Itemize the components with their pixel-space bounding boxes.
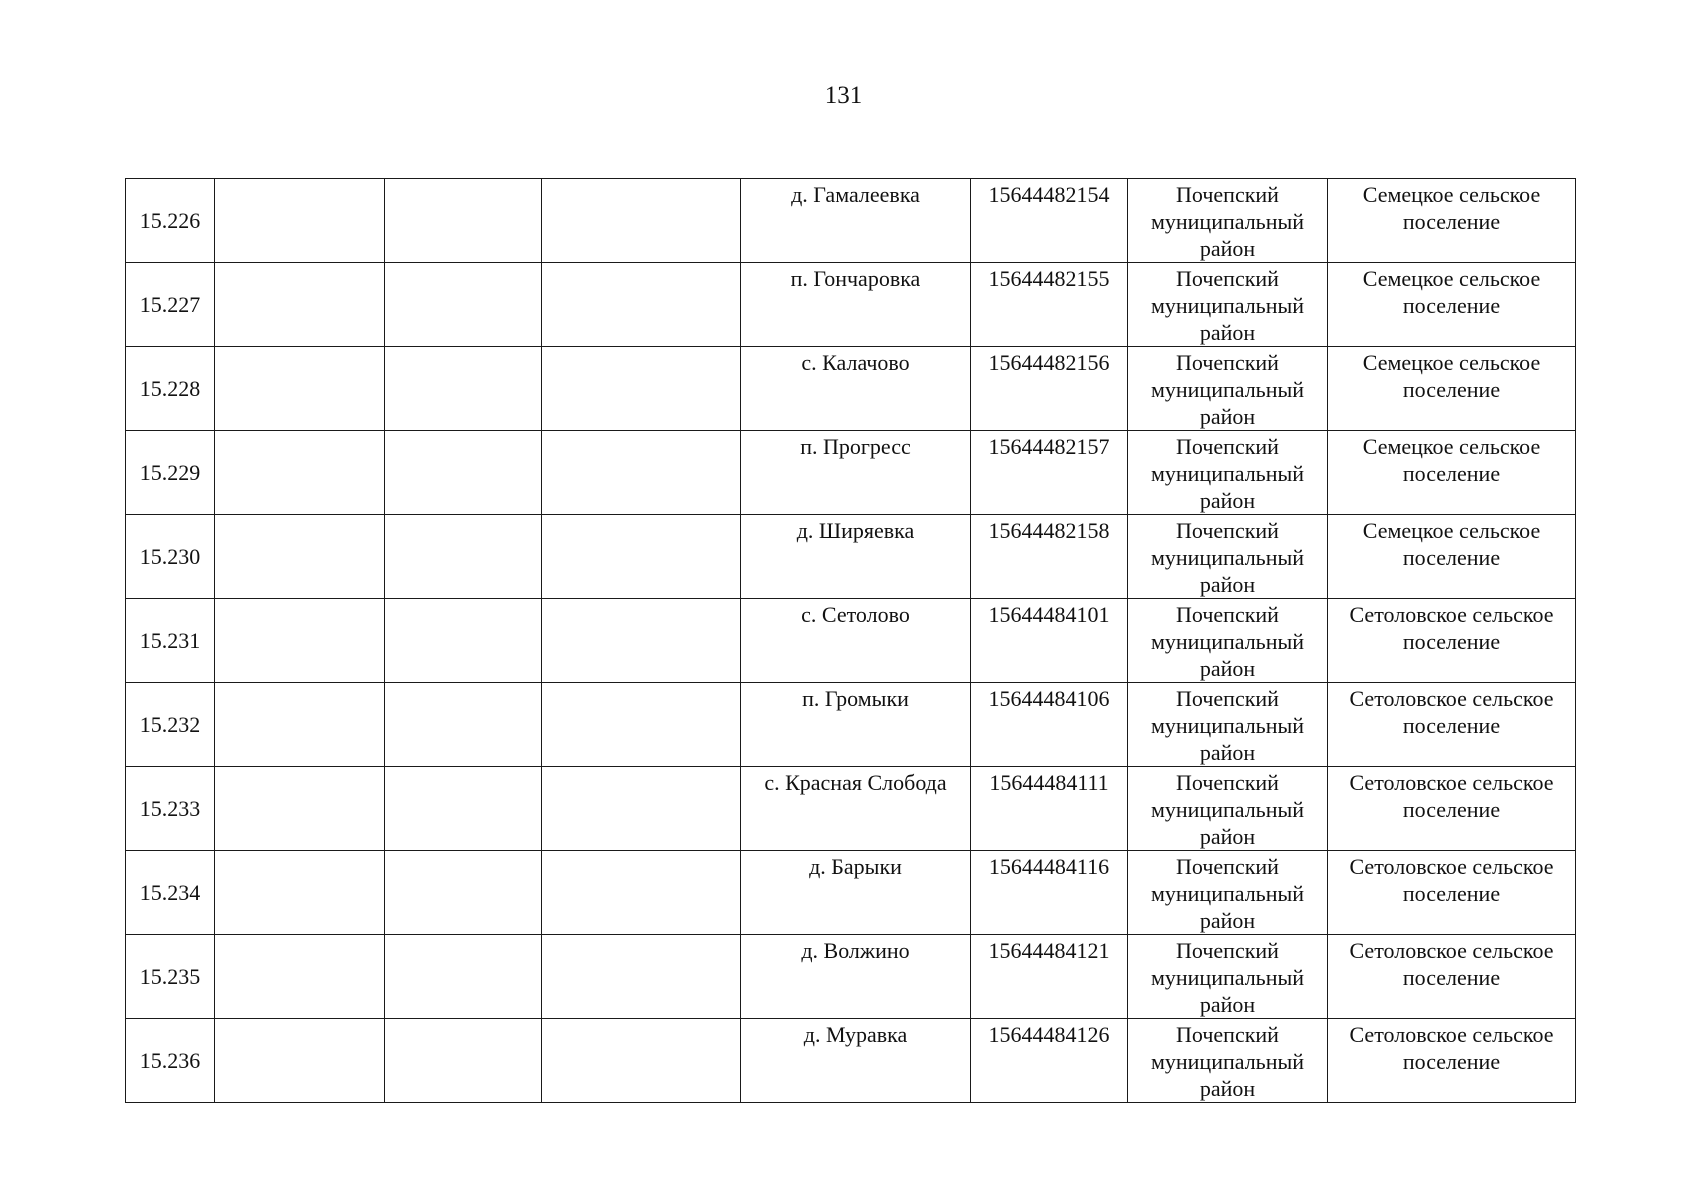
- row-number-cell: [126, 179, 215, 263]
- empty-cell: [385, 851, 542, 935]
- settlement-name: п. Прогресс: [800, 434, 911, 459]
- row-number-cell: [126, 599, 215, 683]
- district-cell: [1128, 1019, 1328, 1103]
- settlement-cell: [741, 179, 971, 263]
- settlements-table: [125, 178, 1576, 1103]
- table-row: [126, 431, 1576, 515]
- oktmo-code-cell: [971, 851, 1128, 935]
- oktmo-code: 15644484106: [988, 686, 1110, 711]
- table-row: [126, 935, 1576, 1019]
- settlement-cell: [741, 347, 971, 431]
- empty-cell: [542, 179, 741, 263]
- row-number: 15.227: [139, 292, 201, 317]
- settlement-name: с. Сетолово: [801, 602, 910, 627]
- empty-cell: [385, 767, 542, 851]
- municipality-cell: [1328, 935, 1576, 1019]
- settlement-name: с. Калачово: [801, 350, 910, 375]
- settlement-name: д. Волжино: [801, 938, 910, 963]
- district-cell: [1128, 263, 1328, 347]
- row-number-cell: [126, 431, 215, 515]
- empty-cell: [215, 179, 385, 263]
- empty-cell: [542, 431, 741, 515]
- settlement-cell: [741, 683, 971, 767]
- settlement-cell: [741, 935, 971, 1019]
- municipality-name: Сетоловское сельское поселение: [1349, 602, 1554, 654]
- municipality-cell: [1328, 851, 1576, 935]
- municipality-name: Сетоловское сельское поселение: [1349, 770, 1554, 822]
- empty-cell: [542, 1019, 741, 1103]
- row-number: 15.228: [139, 376, 201, 401]
- empty-cell: [215, 935, 385, 1019]
- oktmo-code-cell: [971, 263, 1128, 347]
- empty-cell: [385, 599, 542, 683]
- row-number-cell: [126, 515, 215, 599]
- municipality-cell: [1328, 1019, 1576, 1103]
- oktmo-code-cell: [971, 1019, 1128, 1103]
- district-name: Почепский муниципальный район: [1150, 434, 1305, 513]
- municipality-cell: [1328, 347, 1576, 431]
- table-row: [126, 599, 1576, 683]
- district-cell: [1128, 347, 1328, 431]
- row-number: 15.226: [139, 208, 201, 233]
- oktmo-code-cell: [971, 599, 1128, 683]
- table-row: [126, 1019, 1576, 1103]
- settlement-name: п. Громыки: [802, 686, 909, 711]
- empty-cell: [385, 683, 542, 767]
- district-cell: [1128, 515, 1328, 599]
- table-row: [126, 515, 1576, 599]
- empty-cell: [385, 263, 542, 347]
- empty-cell: [385, 1019, 542, 1103]
- district-cell: [1128, 431, 1328, 515]
- district-name: Почепский муниципальный район: [1150, 686, 1305, 765]
- municipality-cell: [1328, 599, 1576, 683]
- municipality-cell: [1328, 263, 1576, 347]
- district-cell: [1128, 683, 1328, 767]
- row-number: 15.233: [139, 796, 201, 821]
- row-number: 15.231: [139, 628, 201, 653]
- settlement-name: с. Красная Слобода: [764, 770, 947, 795]
- settlement-name: д. Барыки: [809, 854, 902, 879]
- empty-cell: [385, 347, 542, 431]
- municipality-name: Семецкое сельское поселение: [1362, 182, 1541, 234]
- settlement-cell: [741, 599, 971, 683]
- empty-cell: [542, 683, 741, 767]
- empty-cell: [385, 179, 542, 263]
- oktmo-code-cell: [971, 431, 1128, 515]
- oktmo-code: 15644482156: [988, 350, 1110, 375]
- oktmo-code-cell: [971, 347, 1128, 431]
- settlement-cell: [741, 851, 971, 935]
- oktmo-code: 15644482158: [988, 518, 1110, 543]
- empty-cell: [542, 347, 741, 431]
- municipality-name: Сетоловское сельское поселение: [1349, 1022, 1554, 1074]
- empty-cell: [542, 767, 741, 851]
- district-name: Почепский муниципальный район: [1150, 602, 1305, 681]
- municipality-name: Семецкое сельское поселение: [1362, 518, 1541, 570]
- table-row: [126, 347, 1576, 431]
- empty-cell: [215, 263, 385, 347]
- table-row: [126, 179, 1576, 263]
- district-name: Почепский муниципальный район: [1150, 518, 1305, 597]
- row-number-cell: [126, 935, 215, 1019]
- oktmo-code: 15644484121: [988, 938, 1110, 963]
- row-number-cell: [126, 767, 215, 851]
- empty-cell: [215, 767, 385, 851]
- district-name: Почепский муниципальный район: [1150, 350, 1305, 429]
- district-cell: [1128, 599, 1328, 683]
- district-cell: [1128, 767, 1328, 851]
- district-name: Почепский муниципальный район: [1150, 182, 1305, 261]
- municipality-cell: [1328, 683, 1576, 767]
- empty-cell: [215, 599, 385, 683]
- district-name: Почепский муниципальный район: [1150, 1022, 1305, 1101]
- oktmo-code: 15644482157: [988, 434, 1110, 459]
- empty-cell: [215, 347, 385, 431]
- settlement-name: п. Гончаровка: [790, 266, 921, 291]
- table-row: [126, 263, 1576, 347]
- settlement-cell: [741, 515, 971, 599]
- oktmo-code-cell: [971, 935, 1128, 1019]
- district-name: Почепский муниципальный район: [1150, 938, 1305, 1017]
- oktmo-code-cell: [971, 767, 1128, 851]
- empty-cell: [215, 515, 385, 599]
- oktmo-code-cell: [971, 515, 1128, 599]
- empty-cell: [542, 935, 741, 1019]
- row-number: 15.236: [139, 1048, 201, 1073]
- empty-cell: [385, 935, 542, 1019]
- table-body: [126, 179, 1576, 1103]
- district-name: Почепский муниципальный район: [1150, 854, 1305, 933]
- row-number-cell: [126, 1019, 215, 1103]
- district-cell: [1128, 935, 1328, 1019]
- row-number-cell: [126, 263, 215, 347]
- row-number-cell: [126, 347, 215, 431]
- row-number: 15.232: [139, 712, 201, 737]
- empty-cell: [385, 515, 542, 599]
- empty-cell: [215, 431, 385, 515]
- table-row: [126, 683, 1576, 767]
- table-row: [126, 851, 1576, 935]
- row-number: 15.229: [139, 460, 201, 485]
- municipality-cell: [1328, 767, 1576, 851]
- row-number-cell: [126, 683, 215, 767]
- row-number: 15.235: [139, 964, 201, 989]
- settlement-name: д. Гамалеевка: [791, 182, 920, 207]
- oktmo-code: 15644482155: [988, 266, 1110, 291]
- empty-cell: [542, 515, 741, 599]
- oktmo-code: 15644484126: [988, 1022, 1110, 1047]
- row-number: 15.230: [139, 544, 201, 569]
- empty-cell: [215, 851, 385, 935]
- municipality-cell: [1328, 179, 1576, 263]
- empty-cell: [542, 599, 741, 683]
- row-number: 15.234: [139, 880, 201, 905]
- settlement-cell: [741, 431, 971, 515]
- oktmo-code: 15644484116: [988, 854, 1110, 879]
- oktmo-code-cell: [971, 683, 1128, 767]
- settlement-name: д. Муравка: [803, 1022, 908, 1047]
- empty-cell: [385, 431, 542, 515]
- district-cell: [1128, 851, 1328, 935]
- settlement-name: д. Ширяевка: [796, 518, 915, 543]
- municipality-name: Семецкое сельское поселение: [1362, 434, 1541, 486]
- municipality-name: Сетоловское сельское поселение: [1349, 938, 1554, 990]
- empty-cell: [215, 1019, 385, 1103]
- row-number-cell: [126, 851, 215, 935]
- oktmo-code: 15644482154: [988, 182, 1110, 207]
- page-number: 131: [824, 82, 863, 109]
- oktmo-code: 15644484111: [989, 770, 1109, 795]
- municipality-cell: [1328, 515, 1576, 599]
- settlement-cell: [741, 767, 971, 851]
- municipality-name: Сетоловское сельское поселение: [1349, 686, 1554, 738]
- district-name: Почепский муниципальный район: [1150, 266, 1305, 345]
- settlement-cell: [741, 263, 971, 347]
- district-cell: [1128, 179, 1328, 263]
- municipality-name: Семецкое сельское поселение: [1362, 350, 1541, 402]
- oktmo-code: 15644484101: [988, 602, 1110, 627]
- municipality-cell: [1328, 431, 1576, 515]
- empty-cell: [542, 263, 741, 347]
- table-row: [126, 767, 1576, 851]
- oktmo-code-cell: [971, 179, 1128, 263]
- municipality-name: Семецкое сельское поселение: [1362, 266, 1541, 318]
- settlement-cell: [741, 1019, 971, 1103]
- empty-cell: [542, 851, 741, 935]
- empty-cell: [215, 683, 385, 767]
- district-name: Почепский муниципальный район: [1150, 770, 1305, 849]
- municipality-name: Сетоловское сельское поселение: [1349, 854, 1554, 906]
